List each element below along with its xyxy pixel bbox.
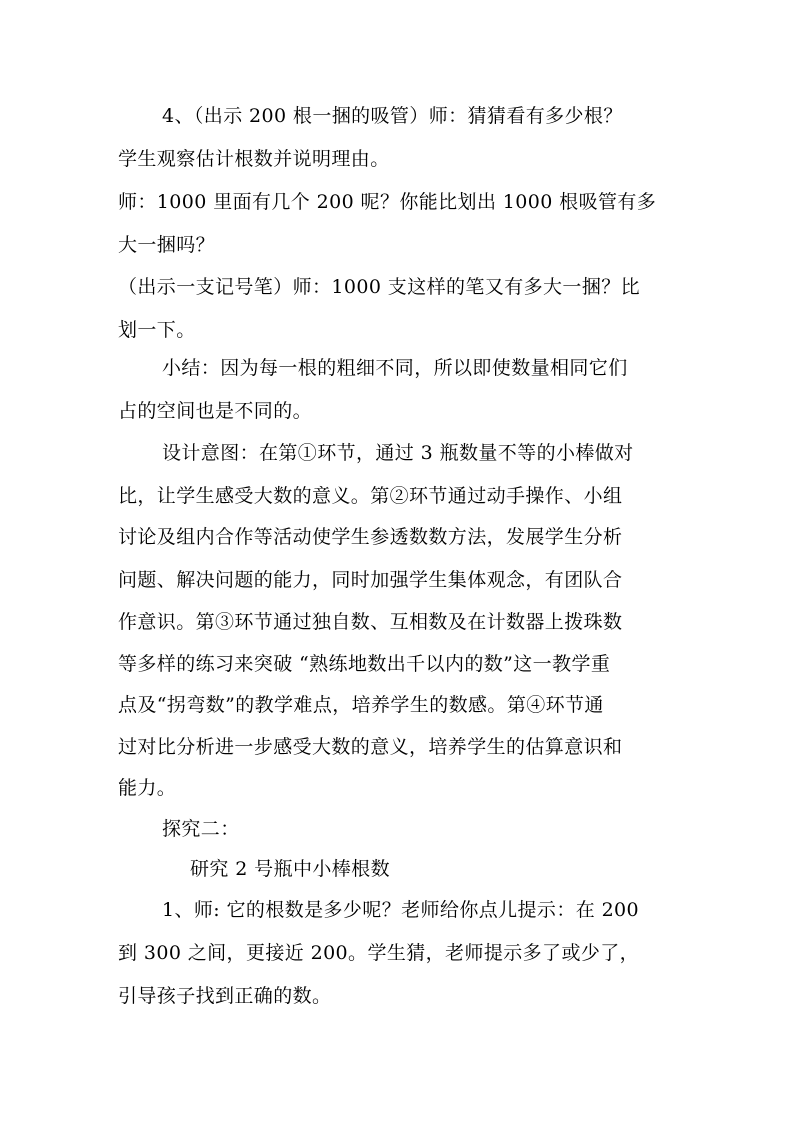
paragraph-line: 师：1000 里面有几个 200 呢？你能比划出 1000 根吸管有多 — [118, 191, 657, 213]
design-intent-line: 问题、解决问题的能力，同时加强学生集体观念，有团队合 — [118, 569, 623, 591]
design-intent-line: 作意识。第③环节通过独自数、互相数及在计数器上拨珠数 — [118, 611, 623, 633]
summary-line: 占的空间也是不同的。 — [118, 400, 313, 422]
paragraph-line: 学生观察估计根数并说明理由。 — [118, 148, 390, 170]
design-intent-line: 过对比分析进一步感受大数的意义，培养学生的估算意识和 — [118, 736, 623, 758]
design-intent-line: 点及“拐弯数”的教学难点，培养学生的数感。第④环节通 — [118, 694, 604, 716]
section-heading: 探究二： — [162, 818, 240, 840]
section-subheading: 研究 2 号瓶中小棒根数 — [190, 858, 390, 880]
paragraph-line: 到 300 之间，更接近 200。学生猜，老师提示多了或少了， — [118, 942, 640, 964]
paragraph-line: 划一下。 — [118, 319, 196, 341]
paragraph-line: （出示一支记号笔）师：1000 支这样的笔又有多大一捆？比 — [118, 276, 640, 298]
design-intent-line: 讨论及组内合作等活动使学生参透数数方法，发展学生分析 — [118, 526, 623, 548]
paragraph-line: 4、（出示 200 根一捆的吸管）师：猜猜看有多少根？ — [162, 105, 623, 127]
paragraph-line: 引导孩子找到正确的数。 — [118, 985, 332, 1007]
design-intent-line: 等多样的练习来突破 “熟练地数出千以内的数”这一教学重 — [118, 653, 611, 675]
paragraph-line: 1、师: 它的根数是多少呢？老师给你点儿提示：在 200 — [162, 899, 640, 921]
design-intent-line: 设计意图：在第①环节，通过 3 瓶数量不等的小棒做对 — [162, 442, 634, 464]
design-intent-line: 能力。 — [118, 777, 177, 799]
summary-line: 小结：因为每一根的粗细不同，所以即使数量相同它们 — [162, 357, 628, 379]
design-intent-line: 比，让学生感受大数的意义。第②环节通过动手操作、小组 — [118, 485, 623, 507]
paragraph-line: 大一捆吗？ — [118, 234, 216, 256]
